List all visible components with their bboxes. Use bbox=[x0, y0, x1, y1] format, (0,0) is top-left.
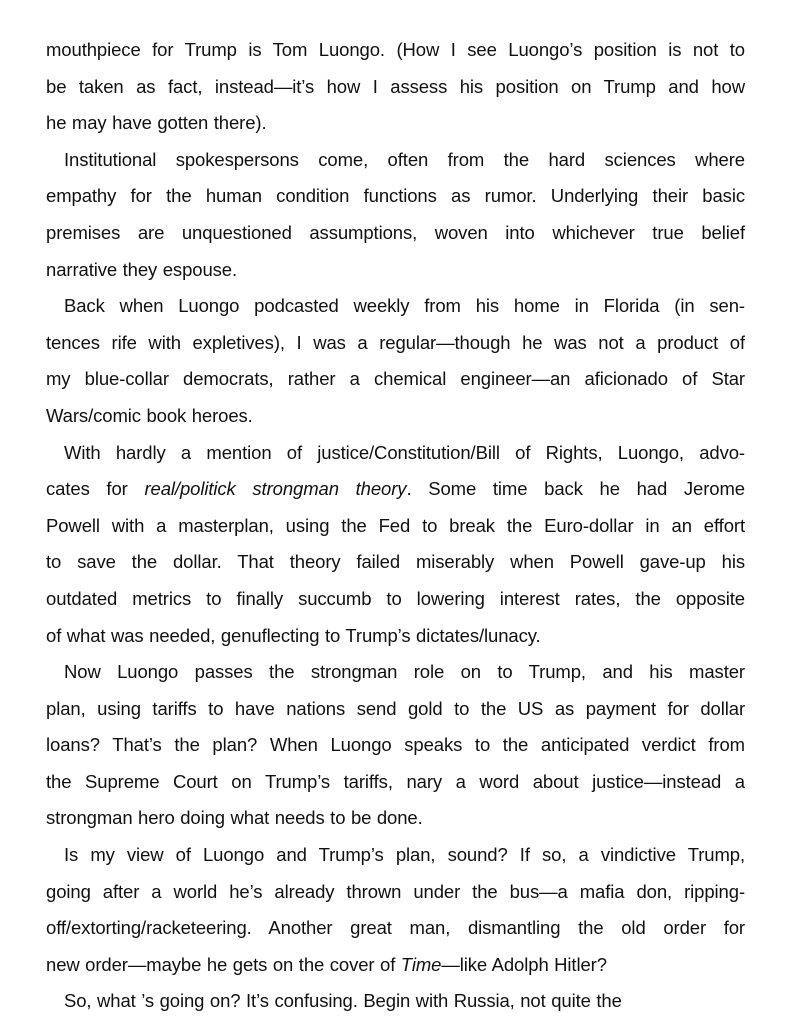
text-line: Back when Luongo podcasted weekly from his home in Florida (in sen- bbox=[64, 295, 745, 317]
text-line: mouthpiece for Trump is Tom Luongo. (How I see Luongo’s position is not to bbox=[46, 39, 745, 60]
text-line: Institutional spokespersons come, often from the hard sciences where bbox=[64, 148, 745, 170]
text-line: the Supreme Court on Trump’s tariffs, nary a word about justice—instead a bbox=[46, 770, 745, 792]
text-line: plan, using tariffs to have nations send gold to the US as payment for dollar bbox=[46, 697, 745, 719]
text-line: strongman hero doing what needs to be done. bbox=[46, 807, 423, 829]
italic-text: Time bbox=[400, 953, 442, 975]
text-line: he may have gotten there). bbox=[46, 112, 267, 134]
text-line: to save the dollar. That theory failed miserably when Powell gave-up his bbox=[46, 551, 745, 573]
text-line: With hardly a mention of justice/Constitution/Bill of Rights, Luongo, advo- bbox=[64, 441, 745, 463]
paragraph bbox=[46, 142, 745, 288]
text-line: new order—maybe he gets on the cover of Time—like Adolph Hitler? bbox=[46, 953, 607, 975]
text-line: empathy for the human condition functions as rumor. Underlying their basic bbox=[46, 185, 745, 207]
text-line: be taken as fact, instead—it’s how I assess his position on Trump and how bbox=[46, 75, 745, 97]
paragraph bbox=[46, 435, 745, 655]
paragraph bbox=[46, 837, 745, 983]
paragraph bbox=[46, 288, 745, 434]
text-line: cates for real/politick strongman theory. Some time back he had Jerome bbox=[46, 478, 745, 500]
text-line: Powell with a masterplan, using the Fed to break the Euro-dollar in an effort bbox=[46, 514, 745, 536]
text-line: So, what ’s going on? It’s confusing. Begin with Russia, not quite the bbox=[64, 990, 622, 1012]
text-line: my blue-collar democrats, rather a chemical engineer—an aficionado of Star bbox=[46, 368, 745, 390]
text-line: going after a world he’s already thrown under the bus—a mafia don, ripping- bbox=[46, 880, 745, 902]
text-line: loans? That’s the plan? When Luongo speaks to the anticipated verdict from bbox=[46, 734, 745, 756]
text-line: off/extorting/racketeering. Another great man, dismantling the old order for bbox=[46, 917, 745, 939]
paragraph bbox=[46, 32, 745, 142]
text-line: Is my view of Luongo and Trump’s plan, sound? If so, a vindictive Trump, bbox=[64, 844, 745, 866]
text-line: of what was needed, genuflecting to Trump’s dictates/lunacy. bbox=[46, 624, 541, 646]
paragraph bbox=[46, 654, 745, 837]
italic-text: real/politick strongman theory bbox=[144, 478, 407, 500]
paragraph bbox=[46, 983, 745, 1020]
text-line: premises are unquestioned assumptions, woven into whichever true belief bbox=[46, 221, 745, 243]
text-line: Wars/comic book heroes. bbox=[46, 404, 253, 426]
text-line: Now Luongo passes the strongman role on to Trump, and his master bbox=[64, 661, 745, 683]
text-line: narrative they espouse. bbox=[46, 258, 238, 280]
text-line: tences rife with expletives), I was a regular—though he was not a product of bbox=[46, 331, 745, 353]
text-line: outdated metrics to finally succumb to lowering interest rates, the opposite bbox=[46, 587, 745, 609]
document-text bbox=[46, 32, 745, 1020]
